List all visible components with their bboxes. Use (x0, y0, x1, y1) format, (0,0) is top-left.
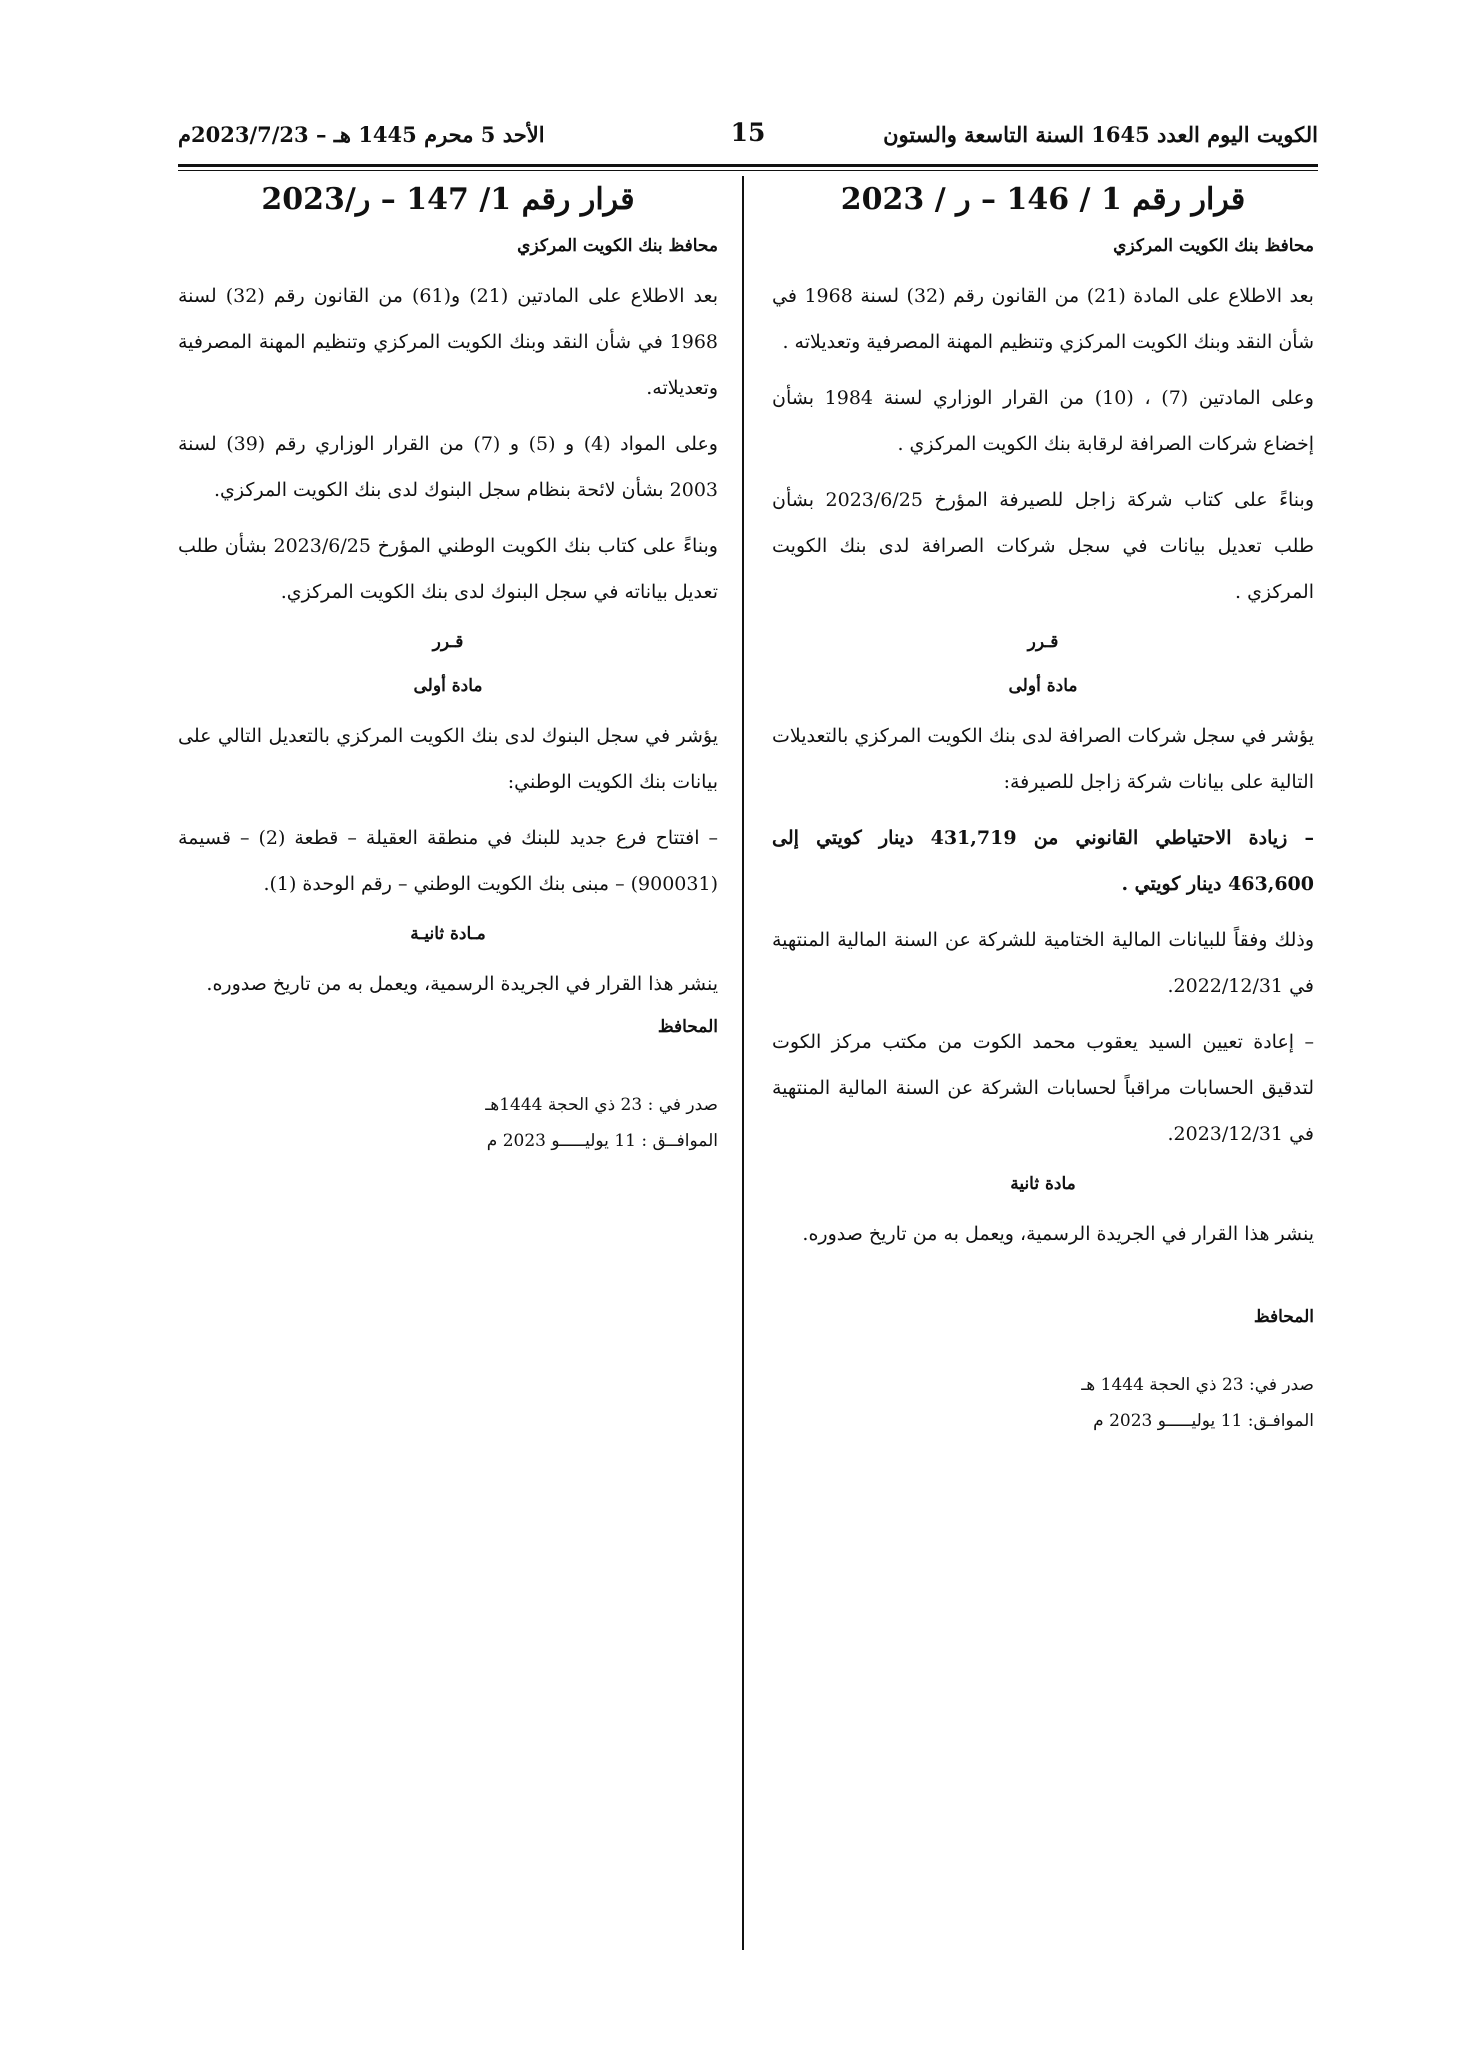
page-header (178, 118, 1318, 158)
decision-147-column (178, 182, 718, 1159)
decision-147-article-1-text: يؤشر في سجل البنوك لدى بنك الكويت المركزي بالتعديل التالي على بيانات بنك الكويت الوطني: (178, 725, 718, 793)
decision-147-issuer: محافظ بنك الكويت المركزي (517, 236, 718, 256)
decision-146-issued-date: صدر في: 23 ذي الحجة 1444 هـ (1081, 1375, 1314, 1395)
decision-147-preamble-1: بعد الاطلاع على المادتين (21) و(61) من القانون رقم (32) لسنة 1968 في شأن النقد وبنك الكويت المركزي وتنظيم المهنة المصرفية وتعديلاته. (178, 285, 718, 399)
header-date: الأحد 5 محرم 1445 هـ – 2023/7/23م (178, 122, 545, 147)
decision-146-item-2: – إعادة تعيين السيد يعقوب محمد الكوت من مكتب مركز الكوت لتدقيق الحسابات مراقباً لحسابات الشركة عن السنة المالية المنتهية في 2023/12/31. (772, 1031, 1314, 1145)
decision-146-governor: المحافظ (1253, 1307, 1314, 1327)
decision-146-preamble-3: وبناءً على كتاب شركة زاجل للصيرفة المؤرخ 2023/6/25 بشأن طلب تعديل بيانات في سجل شركات الصرافة لدى بنك الكويت المركزي . (772, 489, 1315, 603)
decision-147-governor: المحافظ (657, 1017, 718, 1037)
decision-146-corresponding-date: الموافـق: 11 يوليـــــو 2023 م (1093, 1411, 1314, 1431)
decision-146-decided: قـرر (1027, 632, 1059, 652)
decision-147-decided: قـرر (432, 632, 464, 652)
decision-147-preamble-3: وبناءً على كتاب بنك الكويت الوطني المؤرخ 2023/6/25 بشأن طلب تعديل بياناته في سجل البنوك لدى بنك الكويت المركزي. (178, 535, 718, 603)
decision-146-article-2-heading: مادة ثانية (1010, 1174, 1076, 1194)
decision-146-item-1: – زيادة الاحتياطي القانوني من 431,719 دينار كويتي إلى 463,600 دينار كويتي . (772, 827, 1315, 895)
decision-146-article-2-text: ينشر هذا القرار في الجريدة الرسمية، ويعمل به من تاريخ صدوره. (802, 1223, 1314, 1245)
decision-147-article-1-heading: مادة أولى (413, 676, 483, 696)
header-rule-thin (178, 170, 1318, 171)
decision-147-article-2-heading: مـادة ثانيـة (410, 924, 486, 944)
decision-146-preamble-2: وعلى المادتين (7) ، (10) من القرار الوزاري لسنة 1984 بشأن إخضاع شركات الصرافة لرقابة بنك الكويت المركزي . (772, 387, 1314, 455)
decision-147-corresponding-date: الموافــق : 11 يوليـــــو 2023 م (486, 1131, 718, 1151)
decision-147-preamble-2: وعلى المواد (4) و (5) و (7) من القرار الوزاري رقم (39) لسنة 2003 بشأن لائحة بنظام سجل البنوك لدى بنك الكويت المركزي. (178, 433, 718, 501)
decision-146-article-1-text: يؤشر في سجل شركات الصرافة لدى بنك الكويت المركزي بالتعديلات التالية على بيانات شركة زاجل للصيرفة: (772, 725, 1314, 793)
header-rule-thick (178, 164, 1318, 167)
decision-146-item-1-note: وذلك وفقاً للبيانات المالية الختامية للشركة عن السنة المالية المنتهية في 2022/12/31. (772, 929, 1314, 997)
decision-146-preamble-1: بعد الاطلاع على المادة (21) من القانون رقم (32) لسنة 1968 في شأن النقد وبنك الكويت المركزي وتنظيم المهنة المصرفية وتعديلاته . (772, 285, 1314, 353)
decision-146-title: قرار رقم 1 / 146 – ر / 2023 (840, 182, 1246, 217)
decision-146-column (772, 182, 1314, 1439)
decision-147-article-2-text: ينشر هذا القرار في الجريدة الرسمية، ويعمل به من تاريخ صدوره. (206, 973, 718, 995)
decision-147-item-1: – افتتاح فرع جديد للبنك في منطقة العقيلة – قطعة (2) – قسيمة (900031) – مبنى بنك الكويت الوطني – رقم الوحدة (1). (178, 827, 718, 895)
decision-147-issued-date: صدر في : 23 ذي الحجة 1444هـ (485, 1095, 718, 1115)
column-divider (742, 176, 744, 1950)
decision-147-title: قرار رقم 1/ 147 – ر/2023 (261, 182, 635, 217)
header-issue-info: الكويت اليوم العدد 1645 السنة التاسعة والستون (883, 122, 1318, 147)
page-number: 15 (730, 118, 766, 147)
decision-146-issuer: محافظ بنك الكويت المركزي (1113, 236, 1314, 256)
decision-146-article-1-heading: مادة أولى (1008, 676, 1078, 696)
